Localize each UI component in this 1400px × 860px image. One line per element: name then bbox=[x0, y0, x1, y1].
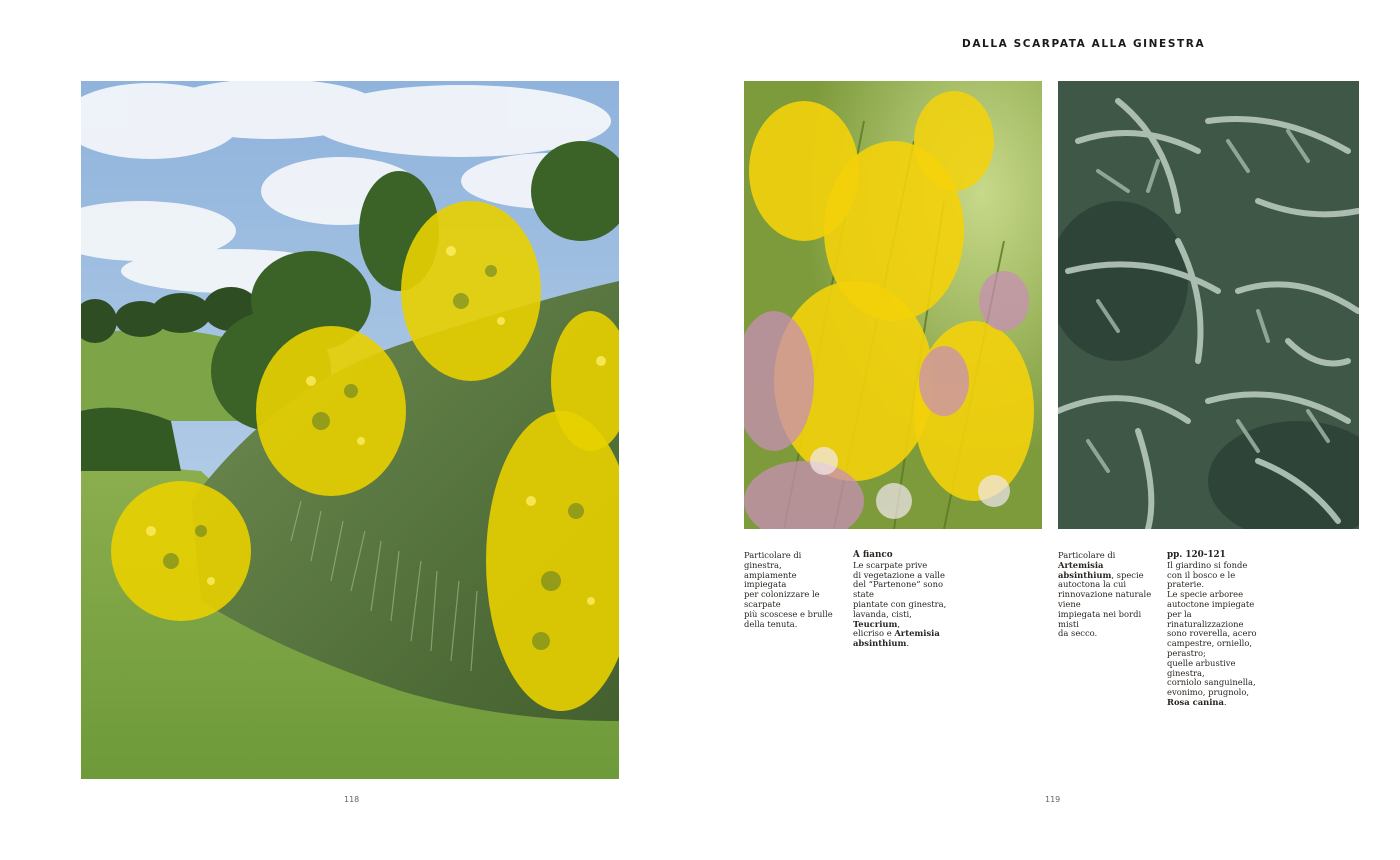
caption-line: autoctone impiegate bbox=[1167, 598, 1255, 609]
caption-line: più scoscese e brulle bbox=[744, 608, 833, 619]
caption-line: Le scarpate prive bbox=[853, 559, 928, 570]
right-page bbox=[700, 0, 1400, 860]
caption-line: Le specie arboree bbox=[1167, 589, 1244, 600]
page-number-left: 118 bbox=[344, 795, 360, 804]
caption-line: piantate con ginestra, bbox=[853, 598, 947, 609]
page-number-right: 119 bbox=[1045, 795, 1061, 804]
caption-line: evonimo, prugnolo, bbox=[1167, 687, 1250, 698]
broom-closeup-illustration bbox=[744, 81, 1042, 529]
caption-line: con il bosco e le praterie. bbox=[1167, 569, 1236, 590]
broom-slope-photo bbox=[81, 81, 619, 779]
caption-line: , specie bbox=[1111, 569, 1144, 580]
species-name: absinthium bbox=[853, 638, 907, 649]
caption-pp-120-121 bbox=[1167, 551, 1267, 708]
caption-line: corniolo sanguinella, bbox=[1167, 677, 1256, 688]
caption-line: Particolare di bbox=[1058, 550, 1116, 560]
caption-line: della tenuta. bbox=[744, 618, 798, 629]
caption-artemisia-detail bbox=[1058, 551, 1154, 639]
caption-punct: . bbox=[1223, 696, 1227, 707]
caption-line: campestre, orniello, perastro; bbox=[1167, 638, 1253, 658]
caption-title: pp. 120-121 bbox=[1167, 550, 1226, 560]
caption-punct: . bbox=[906, 638, 910, 649]
species-name: Teucrium bbox=[853, 618, 898, 629]
caption-line: lavanda, cisti, bbox=[853, 608, 912, 619]
caption-line: Particolare di ginestra, bbox=[744, 550, 802, 570]
caption-title: A fianco bbox=[853, 550, 893, 560]
broom-closeup-photo bbox=[744, 81, 1042, 529]
species-name: absinthium bbox=[1058, 569, 1112, 580]
caption-line: quelle arbustive ginestra, bbox=[1167, 657, 1236, 678]
caption-line: da secco. bbox=[1058, 628, 1098, 639]
caption-line: del “Partenone” sono state bbox=[853, 579, 944, 600]
caption-line: per colonizzare le scarpate bbox=[744, 589, 820, 609]
running-header: DALLA SCARPATA ALLA GINESTRA bbox=[962, 38, 1206, 50]
artemisia-closeup-illustration bbox=[1058, 81, 1359, 529]
artemisia-closeup-photo bbox=[1058, 81, 1359, 529]
caption-line: ampiamente impiegata bbox=[744, 569, 797, 590]
caption-line: di vegetazione a valle bbox=[853, 569, 945, 580]
caption-line: Il giardino si fonde bbox=[1167, 559, 1248, 570]
caption-line: sono roverella, acero bbox=[1167, 628, 1257, 639]
species-name: Artemisia bbox=[1058, 559, 1104, 570]
species-name: Rosa canina bbox=[1167, 696, 1224, 707]
caption-line: rinnovazione naturale viene bbox=[1058, 589, 1152, 609]
species-name: Artemisia bbox=[894, 628, 940, 639]
caption-broom-detail bbox=[744, 551, 836, 629]
broom-slope-illustration bbox=[81, 81, 619, 779]
caption-line: elicriso e bbox=[853, 628, 895, 639]
caption-a-fianco bbox=[853, 551, 951, 649]
caption-line: per la rinaturalizzazione bbox=[1167, 608, 1244, 629]
caption-line: autoctona la cui bbox=[1058, 579, 1127, 590]
caption-punct: , bbox=[897, 618, 901, 629]
caption-line: impiegata nei bordi misti bbox=[1058, 608, 1142, 629]
